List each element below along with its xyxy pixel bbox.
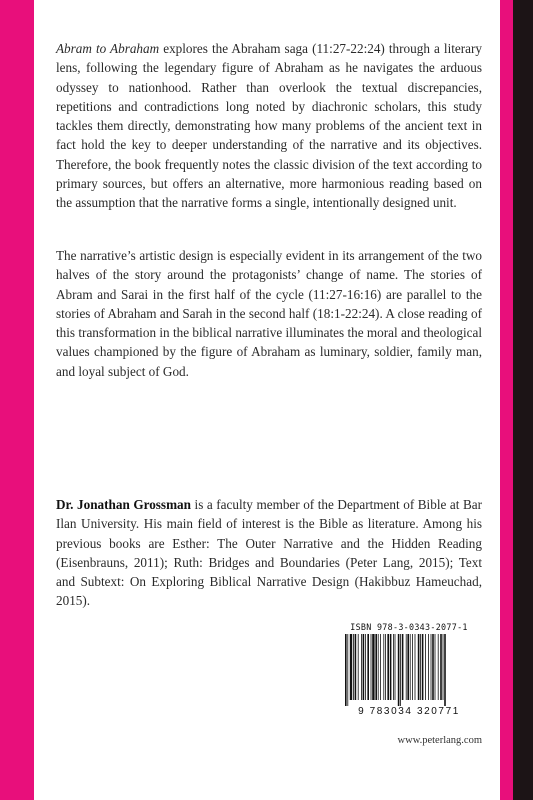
barcode-bar [435, 634, 436, 700]
barcode-bar [444, 634, 446, 706]
barcode-bar [347, 634, 348, 706]
left-border [0, 0, 34, 800]
barcode-bar [398, 634, 400, 706]
barcode-bar [385, 634, 386, 700]
barcode-bar [410, 634, 411, 700]
barcode-bar [375, 634, 377, 700]
barcode-bar [383, 634, 384, 700]
right-border-pink [500, 0, 513, 800]
barcode-bar [440, 634, 442, 700]
barcode-bar [361, 634, 362, 700]
barcode-bar [443, 634, 444, 700]
barcode-bar [350, 634, 352, 700]
barcode-bar [355, 634, 357, 700]
barcode-bar [365, 634, 366, 700]
barcode-bar [353, 634, 354, 700]
spine-edge [513, 0, 533, 800]
author-name: Dr. Jonathan Grossman [56, 497, 191, 512]
publisher-website: www.peterlang.com [397, 735, 482, 746]
barcode-bar [415, 634, 416, 700]
barcode-bar [387, 634, 389, 700]
barcode-bar [406, 634, 407, 700]
barcode-bar [420, 634, 421, 700]
barcode-bar [400, 634, 401, 706]
barcode-bar [425, 634, 426, 700]
barcode-bar [412, 634, 413, 700]
barcode-bar [378, 634, 379, 700]
ean-digits: 9 783034 320771 [358, 706, 460, 717]
barcode-bar [372, 634, 374, 700]
barcode-bar [402, 634, 404, 700]
barcode-bar [345, 634, 347, 706]
barcode-bar [393, 634, 394, 700]
barcode-bar [371, 634, 372, 700]
back-cover-page [34, 0, 500, 800]
blurb-paragraph-2: The narrative’s artistic design is especially evident in its arrangement of the two halves of the story around the protagonists’ change of name. The stories of Abram and Sarai in the first half of the cycle (11:27-16:16) are parallel to the stories of Abraham and Sarah in the second half (18:1-22:24). A close reading of this transformation in the biblical narrative illuminates the moral and theological values championed by the figure of Abraham as luminary, soldier, family man, and loyal subject of God. [56, 248, 482, 379]
barcode-bar [432, 634, 434, 700]
isbn-barcode-block [336, 622, 482, 726]
blurb-paragraph-1-text: explores the Abraham saga (11:27-22:24) through a literary lens, following the legendary figure of Abraham as he navigates the arduous odyssey to nationhood. Rather than overlook the textual discrepancies, repetitions and contradictions long noted by diachronic scholars, this study tackles them directly, demonstrating how many problems of the ancient text in fact hold the key to deeper understanding of the narrative and its objectives. Therefore, the book frequently notes the classic division of the text according to primary sources, but offers an alternative, more harmonious reading based on the assumption that the narrative forms a single, intentionally designed unit. [56, 41, 482, 211]
barcode-bar [438, 634, 439, 700]
barcode-bar [395, 634, 396, 700]
barcode-bar [390, 634, 392, 700]
author-bio-text: is a faculty member of the Department of Bible at Bar Ilan University. His main field of interest is the Bible as literature. Among his previous books are Esther: The Outer Narrative and the Hidden Reading (Eisenbrauns, 2011); Ruth: Bridges and Boundaries (Peter Lang, 2015); Text and Subtext: On Exploring Biblical Narrative Design (Hakibbuz Hameuchad, 2015). [56, 497, 482, 609]
barcode-bar [428, 634, 429, 700]
book-title-italic: Abram to Abraham [56, 41, 160, 56]
author-bio [56, 495, 482, 611]
barcode-bar [422, 634, 424, 700]
blurb-paragraph-1 [56, 39, 482, 213]
barcode-bar [367, 634, 369, 700]
barcode-bar [431, 634, 432, 700]
barcode-bar [358, 634, 359, 700]
barcode-bar [363, 634, 365, 700]
barcode-bar [380, 634, 381, 700]
barcode-bar [418, 634, 420, 700]
isbn-label: ISBN 978-3-0343-2077-1 [350, 622, 468, 632]
barcode-image [344, 634, 480, 706]
barcode-bar [407, 634, 409, 700]
